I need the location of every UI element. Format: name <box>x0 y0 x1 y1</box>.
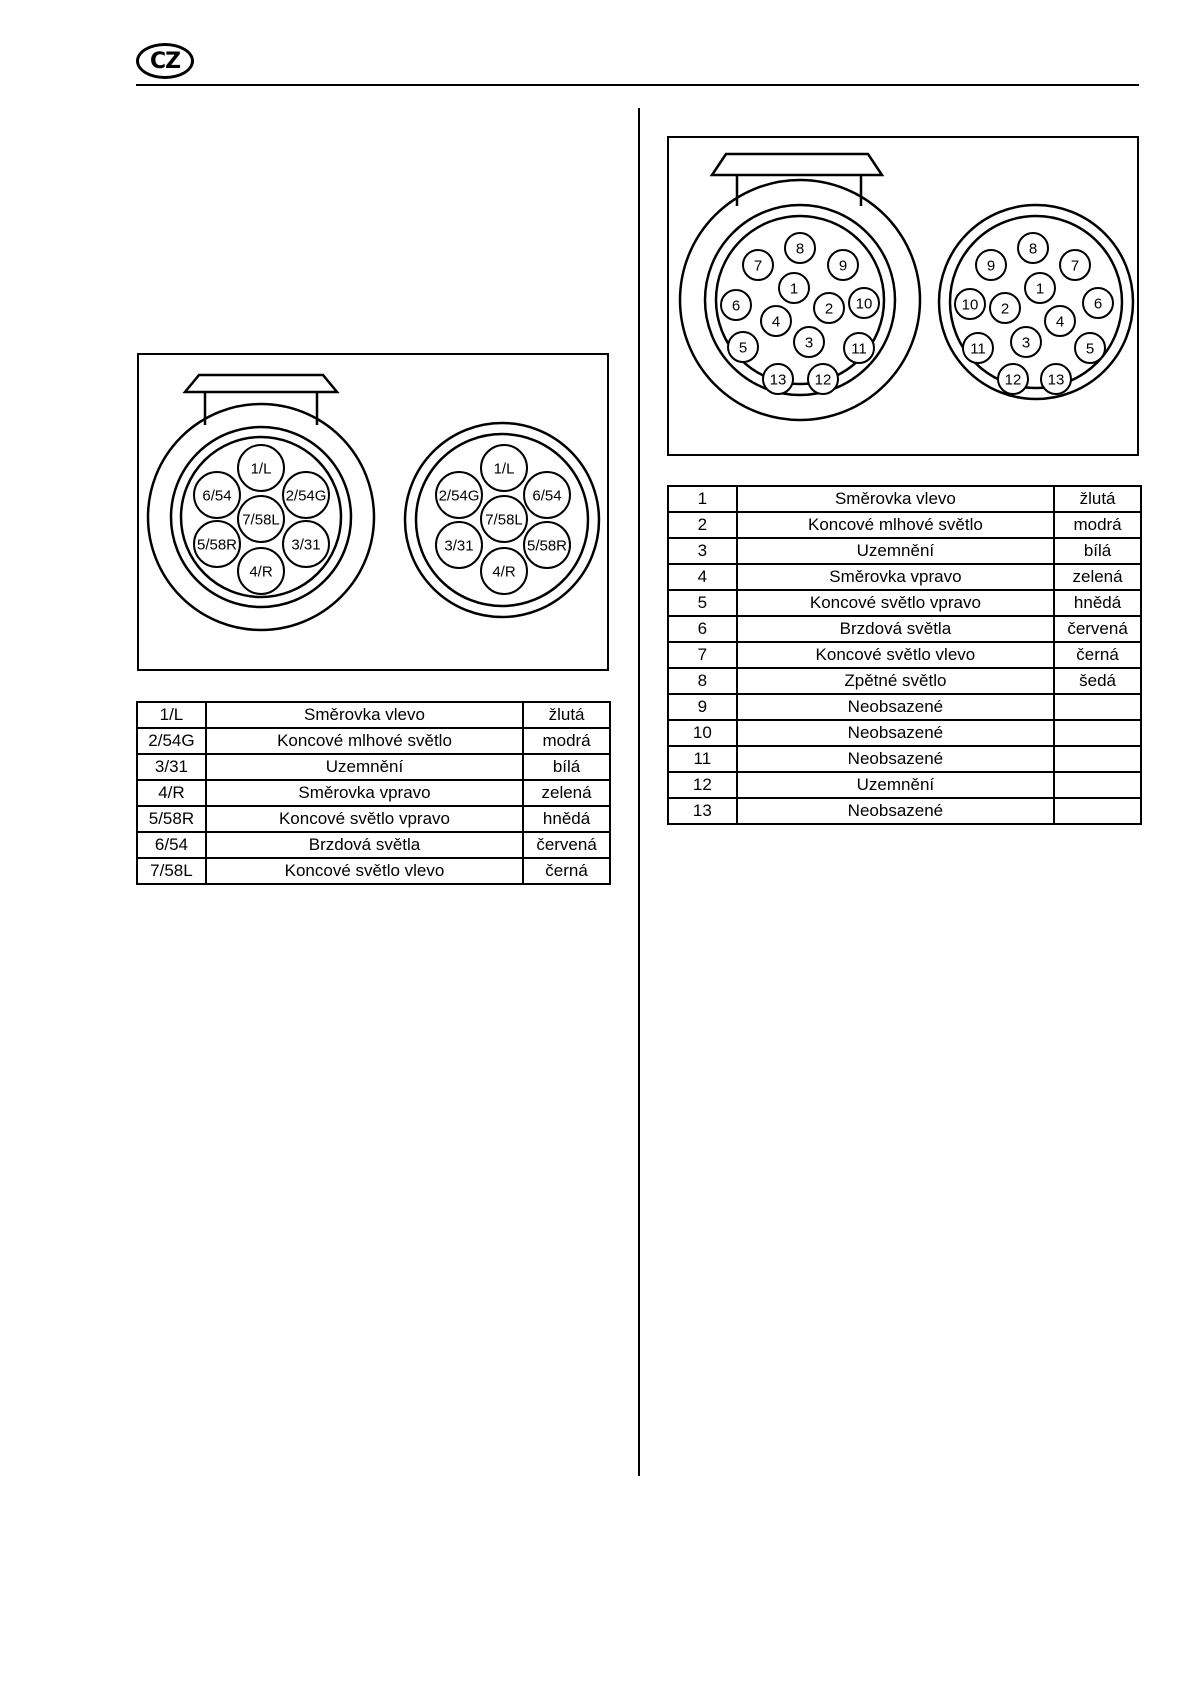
table-row <box>137 754 610 780</box>
pin-label: 7/58L <box>242 511 280 529</box>
function-cell: Neobsazené <box>737 746 1054 772</box>
pin-label: 10 <box>961 296 979 314</box>
connector-7pin-drawing <box>139 355 609 671</box>
pin-label: 1 <box>789 280 799 298</box>
wire-color-cell <box>1054 772 1141 798</box>
header-rule <box>136 84 1139 86</box>
pin-cell: 7/58L <box>137 858 206 884</box>
wire-color-cell: hnědá <box>1054 590 1141 616</box>
table-row <box>137 806 610 832</box>
pin-cell: 1/L <box>137 702 206 728</box>
pin-label: 7 <box>1070 257 1080 275</box>
table-row <box>137 858 610 884</box>
wire-color-cell: modrá <box>1054 512 1141 538</box>
table-row <box>137 728 610 754</box>
function-cell: Směrovka vpravo <box>206 780 523 806</box>
pin-label: 2/54G <box>285 487 327 505</box>
function-cell: Neobsazené <box>737 798 1054 824</box>
wire-color-cell: bílá <box>523 754 610 780</box>
pin-label: 1/L <box>250 460 272 478</box>
table-row <box>668 694 1141 720</box>
wire-color-cell <box>1054 720 1141 746</box>
pin-cell: 5/58R <box>137 806 206 832</box>
pin-label: 8 <box>1028 240 1038 258</box>
pin-label: 2 <box>824 300 834 318</box>
function-cell: Koncové mlhové světlo <box>737 512 1054 538</box>
wire-color-cell: hnědá <box>523 806 610 832</box>
table-row <box>668 512 1141 538</box>
pin-label: 1 <box>1035 280 1045 298</box>
wire-color-cell: šedá <box>1054 668 1141 694</box>
pin-cell: 3/31 <box>137 754 206 780</box>
pin-cell: 6/54 <box>137 832 206 858</box>
pin-label: 13 <box>769 371 787 389</box>
pin-label: 3 <box>1021 334 1031 352</box>
pin-cell: 7 <box>668 642 737 668</box>
function-cell: Uzemnění <box>737 538 1054 564</box>
function-cell: Neobsazené <box>737 694 1054 720</box>
table-row <box>668 538 1141 564</box>
table-row <box>668 668 1141 694</box>
connector-13pin-diagram <box>667 136 1139 456</box>
wire-color-cell: zelená <box>523 780 610 806</box>
function-cell: Uzemnění <box>206 754 523 780</box>
function-cell: Koncové světlo vpravo <box>737 590 1054 616</box>
table-row <box>137 702 610 728</box>
function-cell: Koncové světlo vlevo <box>737 642 1054 668</box>
wire-color-cell: červená <box>523 832 610 858</box>
pin-cell: 1 <box>668 486 737 512</box>
pin-cell: 4 <box>668 564 737 590</box>
language-code: CZ <box>149 48 181 74</box>
pin-label: 5/58R <box>196 536 238 554</box>
pin-label: 11 <box>970 340 986 358</box>
pin-label: 7/58L <box>485 511 523 529</box>
pin-cell: 6 <box>668 616 737 642</box>
pin-label: 7 <box>753 257 763 275</box>
function-cell: Směrovka vlevo <box>737 486 1054 512</box>
pin-label: 9 <box>986 257 996 275</box>
table-row <box>668 720 1141 746</box>
table-13pin-assignment <box>667 485 1142 825</box>
wire-color-cell: modrá <box>523 728 610 754</box>
pin-label: 4/R <box>492 563 516 581</box>
table-row <box>668 590 1141 616</box>
pin-label: 6 <box>731 297 741 315</box>
wire-color-cell: červená <box>1054 616 1141 642</box>
wire-color-cell: žlutá <box>1054 486 1141 512</box>
pin-label: 4 <box>771 313 781 331</box>
function-cell: Koncové světlo vlevo <box>206 858 523 884</box>
pin-label: 8 <box>795 240 805 258</box>
table-row <box>668 642 1141 668</box>
pin-label: 5/58R <box>526 537 568 555</box>
table-row <box>668 798 1141 824</box>
pin-label: 12 <box>814 371 832 389</box>
pin-cell: 2/54G <box>137 728 206 754</box>
pin-label: 3/31 <box>291 536 321 554</box>
table-row <box>668 616 1141 642</box>
pin-label: 4/R <box>249 563 273 581</box>
socket-cover-flap <box>712 154 882 175</box>
socket-cover-flap <box>185 375 337 392</box>
table-row <box>668 486 1141 512</box>
pin-cell: 9 <box>668 694 737 720</box>
wire-color-cell <box>1054 746 1141 772</box>
wire-color-cell: černá <box>523 858 610 884</box>
pin-label: 6 <box>1093 295 1103 313</box>
pin-label: 5 <box>1085 340 1095 358</box>
function-cell: Zpětné světlo <box>737 668 1054 694</box>
table-row <box>137 780 610 806</box>
pin-label: 4 <box>1055 313 1065 331</box>
pin-cell: 2 <box>668 512 737 538</box>
table-row <box>668 746 1141 772</box>
language-badge <box>136 43 194 79</box>
function-cell: Brzdová světla <box>206 832 523 858</box>
pin-label: 1/L <box>493 460 515 478</box>
pin-label: 6/54 <box>202 487 232 505</box>
wire-color-cell <box>1054 798 1141 824</box>
pin-label: 2 <box>1000 300 1010 318</box>
table-row <box>137 832 610 858</box>
pin-label: 10 <box>855 295 873 313</box>
function-cell: Brzdová světla <box>737 616 1054 642</box>
pin-cell: 11 <box>668 746 737 772</box>
wire-color-cell: zelená <box>1054 564 1141 590</box>
column-divider <box>638 108 640 1476</box>
pin-label: 3 <box>804 334 814 352</box>
pin-label: 11 <box>851 340 867 358</box>
pin-label: 5 <box>738 339 748 357</box>
pin-cell: 3 <box>668 538 737 564</box>
pin-cell: 5 <box>668 590 737 616</box>
pin-label: 6/54 <box>532 487 562 505</box>
wire-color-cell: žlutá <box>523 702 610 728</box>
function-cell: Uzemnění <box>737 772 1054 798</box>
table-row <box>668 772 1141 798</box>
pin-cell: 10 <box>668 720 737 746</box>
function-cell: Koncové mlhové světlo <box>206 728 523 754</box>
pin-label: 2/54G <box>438 487 480 505</box>
pin-label: 12 <box>1004 371 1022 389</box>
table-7pin-assignment <box>136 701 611 885</box>
pin-cell: 13 <box>668 798 737 824</box>
pin-label: 13 <box>1047 371 1065 389</box>
wire-color-cell: černá <box>1054 642 1141 668</box>
connector-7pin-diagram <box>137 353 609 671</box>
wire-color-cell: bílá <box>1054 538 1141 564</box>
pin-cell: 8 <box>668 668 737 694</box>
function-cell: Směrovka vlevo <box>206 702 523 728</box>
connector-13pin-drawing <box>669 138 1139 456</box>
function-cell: Směrovka vpravo <box>737 564 1054 590</box>
wire-color-cell <box>1054 694 1141 720</box>
function-cell: Koncové světlo vpravo <box>206 806 523 832</box>
pin-cell: 12 <box>668 772 737 798</box>
table-row <box>668 564 1141 590</box>
pin-cell: 4/R <box>137 780 206 806</box>
pin-label: 9 <box>838 257 848 275</box>
function-cell: Neobsazené <box>737 720 1054 746</box>
pin-label: 3/31 <box>444 537 474 555</box>
